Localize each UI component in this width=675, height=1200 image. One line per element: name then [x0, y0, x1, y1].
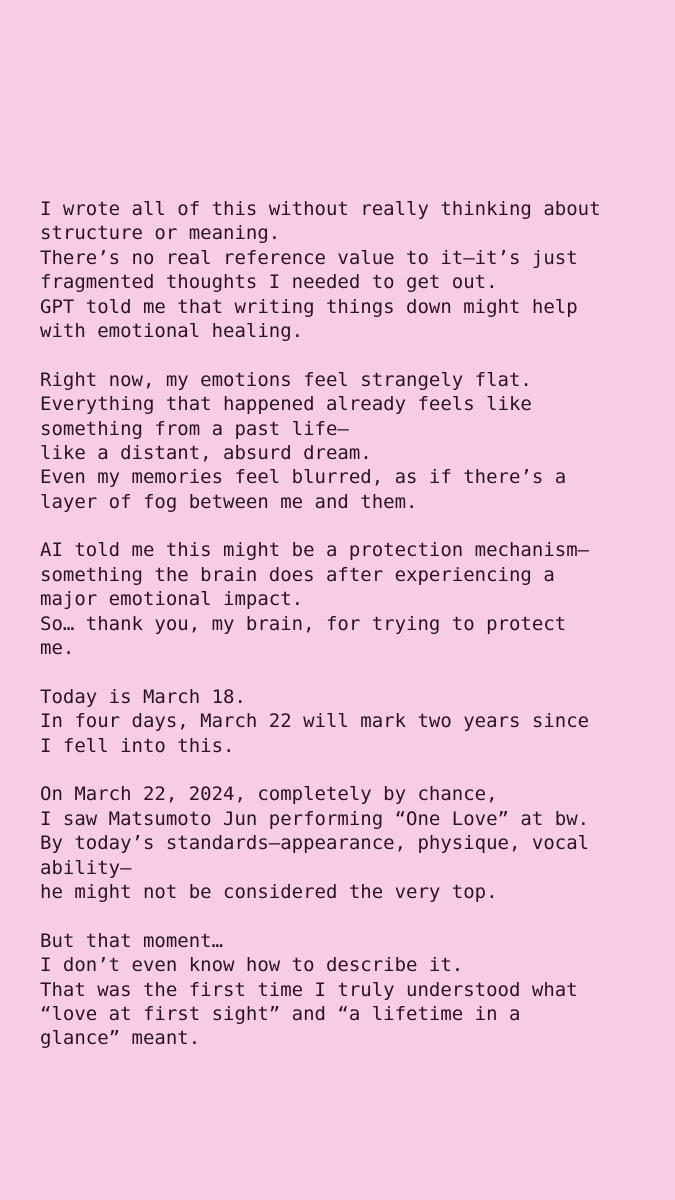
- text-line: Everything that happened already feels like: [40, 393, 532, 416]
- paragraph-6: [40, 929, 660, 1051]
- text-line: GPT told me that writing things down might help: [40, 295, 578, 318]
- text-line: major emotional impact.: [40, 588, 304, 611]
- text-line: In four days, March 22 will mark two years since: [40, 710, 590, 733]
- paragraph-5: [40, 782, 660, 904]
- text-line: like a distant, absurd dream.: [40, 441, 372, 464]
- text-line: I wrote all of this without really thinking about: [40, 198, 601, 220]
- text-line: “love at first sight” and “a lifetime in a: [40, 1002, 521, 1025]
- text-line: I fell into this.: [40, 734, 235, 757]
- text-line: me.: [40, 637, 75, 660]
- text-line: something the brain does after experiencing a: [40, 563, 555, 586]
- text-line: fragmented thoughts I needed to get out.: [40, 271, 498, 294]
- text-line: But that moment…: [40, 929, 224, 952]
- paragraph-2: [40, 368, 660, 514]
- text-line: AI told me this might be a protection mechanism—: [40, 539, 590, 562]
- text-line: So… thank you, my brain, for trying to protect: [40, 612, 567, 635]
- paragraph-1: [40, 197, 660, 343]
- paragraph-3: [40, 538, 660, 660]
- text-line: structure or meaning.: [40, 222, 281, 245]
- text-line: layer of fog between me and them.: [40, 490, 418, 513]
- text-line: Even my memories feel blurred, as if there’s a: [40, 466, 567, 489]
- text-line: On March 22, 2024, completely by chance,: [40, 783, 498, 806]
- text-line: I don’t even know how to describe it.: [40, 954, 464, 977]
- journal-text: [40, 197, 660, 1075]
- text-line: he might not be considered the very top.: [40, 880, 498, 903]
- text-line: There’s no real reference value to it—it’s just: [40, 246, 578, 269]
- text-line: I saw Matsumoto Jun performing “One Love” at bw.: [40, 807, 590, 830]
- text-line: ability—: [40, 856, 132, 879]
- text-line: That was the first time I truly understood what: [40, 978, 578, 1001]
- text-line: Right now, my emotions feel strangely flat.: [40, 368, 532, 391]
- text-line: something from a past life—: [40, 417, 349, 440]
- text-line: with emotional healing.: [40, 319, 304, 342]
- text-line: By today’s standards—appearance, physique, vocal: [40, 832, 590, 855]
- text-line: glance” meant.: [40, 1027, 201, 1050]
- text-line: Today is March 18.: [40, 685, 246, 708]
- paragraph-4: [40, 685, 660, 758]
